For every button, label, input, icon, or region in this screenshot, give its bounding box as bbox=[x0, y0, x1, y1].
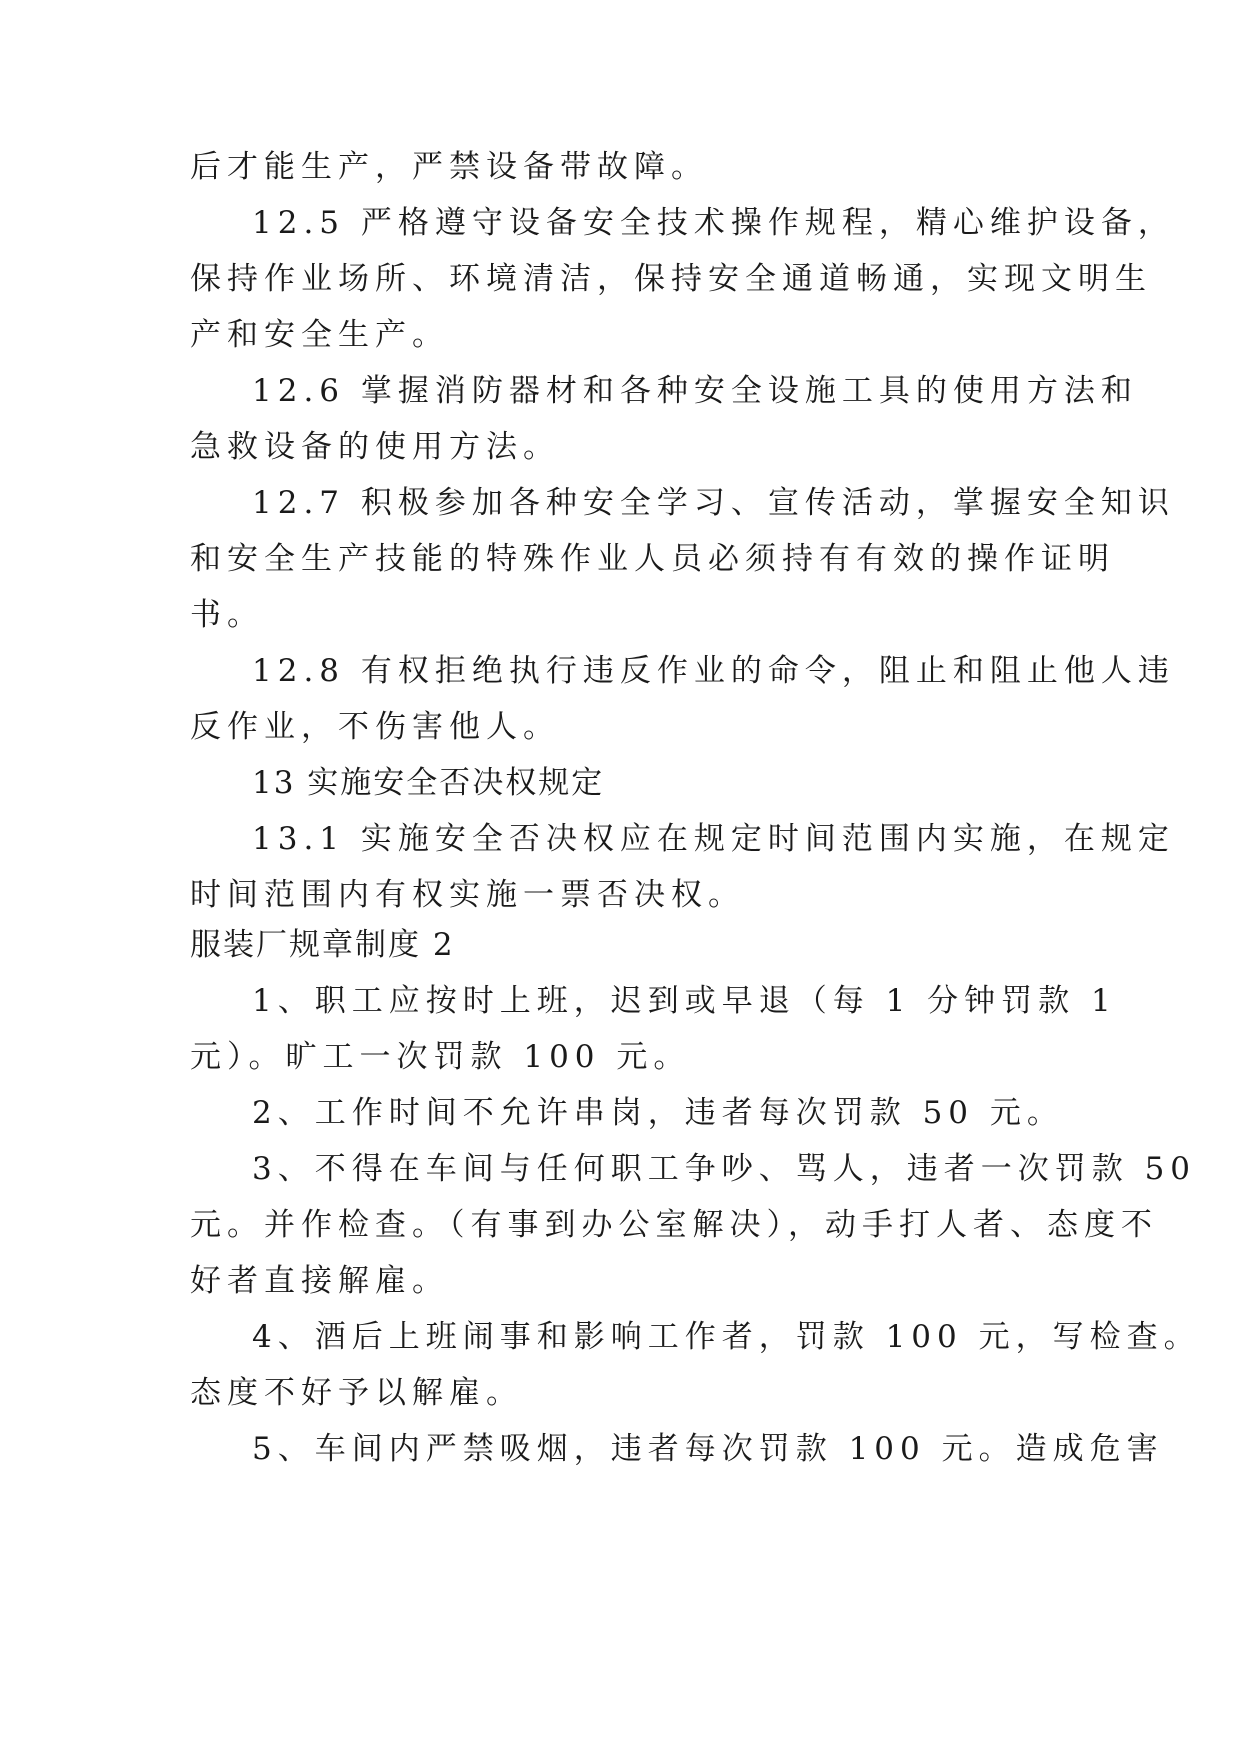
text-line: 12.6 掌握消防器材和各种安全设施工具的使用方法和 bbox=[252, 373, 1138, 409]
text-line: 和安全生产技能的特殊作业人员必须持有有效的操作证明 bbox=[190, 541, 1115, 577]
text-line: 12.8 有权拒绝执行违反作业的命令，阻止和阻止他人违 bbox=[252, 653, 1175, 689]
text-line: 书。 bbox=[190, 597, 264, 633]
text-line: 好者直接解雇。 bbox=[190, 1263, 449, 1299]
text-line: 12.7 积极参加各种安全学习、宣传活动，掌握安全知识 bbox=[252, 485, 1175, 521]
text-line: 后才能生产，严禁设备带故障。 bbox=[190, 149, 708, 185]
text-line: 13.1 实施安全否决权应在规定时间范围内实施，在规定 bbox=[252, 821, 1175, 857]
text-line: 元。并作检查。（有事到办公室解决），动手打人者、态度不 bbox=[190, 1207, 1158, 1243]
text-line: 2、工作时间不允许串岗，违者每次罚款 50 元。 bbox=[252, 1095, 1064, 1131]
text-line: 12.5 严格遵守设备安全技术操作规程，精心维护设备， bbox=[252, 205, 1175, 241]
text-line: 反作业，不伤害他人。 bbox=[190, 709, 560, 745]
text-line: 保持作业场所、环境清洁，保持安全通道畅通，实现文明生 bbox=[190, 261, 1152, 297]
text-line: 5、车间内严禁吸烟，违者每次罚款 100 元。造成危害 bbox=[252, 1431, 1164, 1467]
text-line: 态度不好予以解雇。 bbox=[190, 1375, 523, 1411]
section-heading: 13 实施安全否决权规定 bbox=[252, 765, 605, 801]
text-line: 急救设备的使用方法。 bbox=[190, 429, 560, 465]
text-line: 3、不得在车间与任何职工争吵、骂人，违者一次罚款 50 bbox=[252, 1151, 1197, 1187]
text-line: 时间范围内有权实施一票否决权。 bbox=[190, 877, 745, 913]
text-line: 元）。旷工一次罚款 100 元。 bbox=[190, 1039, 691, 1075]
text-line: 产和安全生产。 bbox=[190, 317, 449, 353]
text-line: 1、职工应按时上班，迟到或早退（每 1 分钟罚款 1 bbox=[252, 983, 1117, 1019]
text-line: 4、酒后上班闹事和影响工作者，罚款 100 元，写检查。 bbox=[252, 1319, 1201, 1355]
document-title: 服装厂规章制度 2 bbox=[190, 927, 455, 963]
